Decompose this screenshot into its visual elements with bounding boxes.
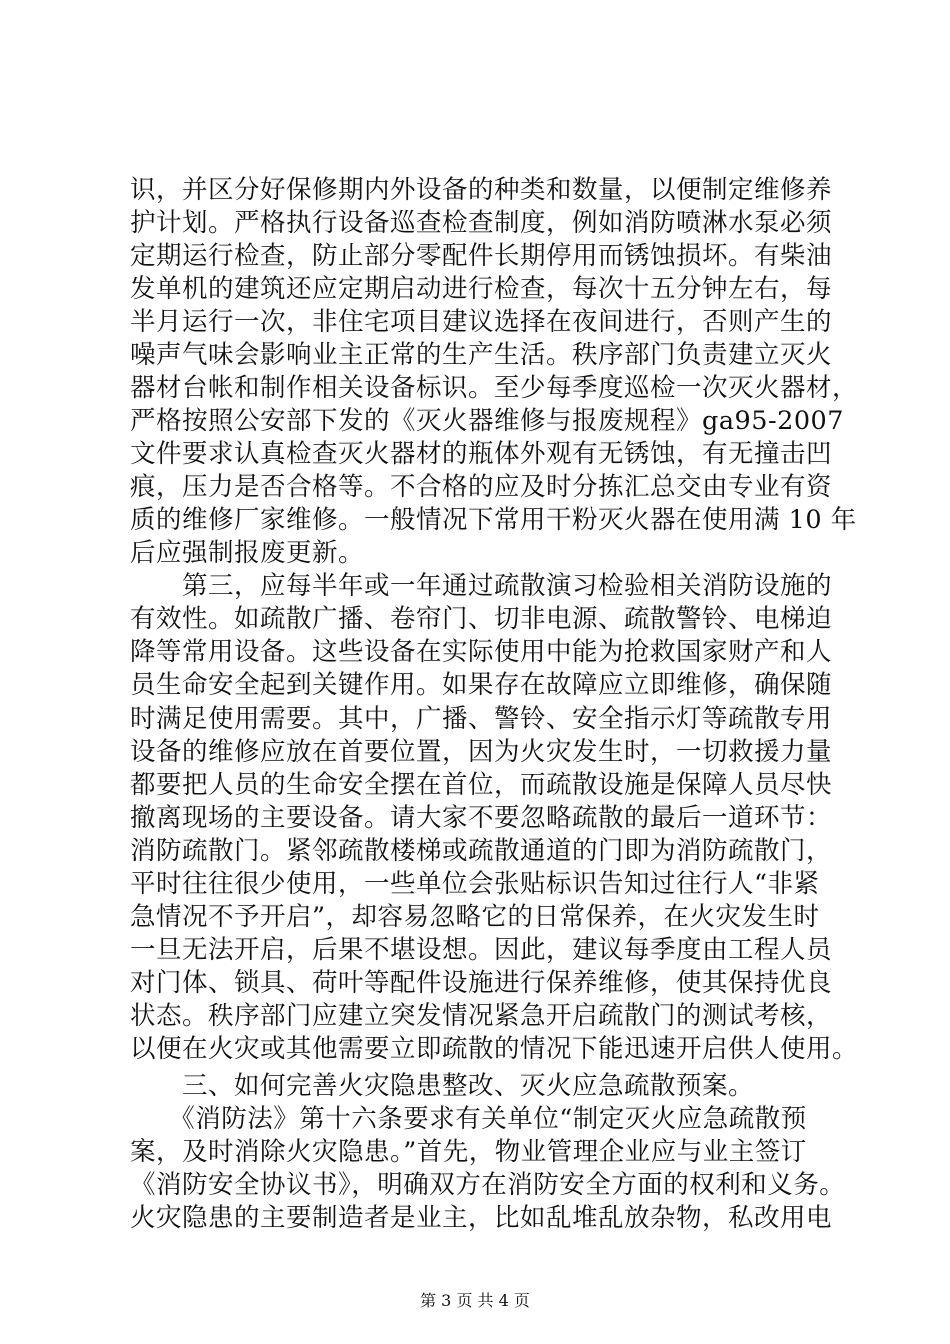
paragraph-line: 《消防法》第十六条要求有关单位“制定灭火应急疏散预 <box>130 1103 807 1134</box>
paragraph-line: 以便在火灾或其他需要立即疏散的情况下能迅速开启供人使用。 <box>130 1033 859 1064</box>
paragraph-line: 第三，应每半年或一年通过疏散演习检验相关消防设施的 <box>130 571 833 602</box>
paragraph-line: 时满足使用需要。其中，广播、警铃、安全指示灯等疏散专用 <box>130 703 833 734</box>
paragraph-line: 噪声气味会影响业主正常的生产生活。秩序部门负责建立灭火 <box>130 340 833 371</box>
paragraph-line: 后应强制报废更新。 <box>130 538 365 569</box>
paragraph-line: 设备的维修应放在首要位置，因为火灾发生时，一切救援力量 <box>130 736 833 767</box>
paragraph-line: 识，并区分好保修期内外设备的种类和数量，以便制定维修养 <box>130 175 833 205</box>
paragraph-line: 严格按照公安部下发的《灭火器维修与报废规程》ga95-2007 <box>130 406 844 437</box>
paragraph-line: 《消防安全协议书》，明确双方在消防安全方面的权利和义务。 <box>130 1169 846 1200</box>
paragraph-line: 半月运行一次，非住宅项目建议选择在夜间进行，否则产生的 <box>130 307 833 338</box>
paragraph-line: 发单机的建筑还应定期启动进行检查，每次十五分钟左右，每 <box>130 274 833 305</box>
paragraph-line: 状态。秩序部门应建立突发情况紧急开启疏散门的测试考核， <box>130 1000 833 1031</box>
paragraph-line: 案，及时消除火灾隐患。”首先，物业管理企业应与业主签订 <box>130 1136 807 1167</box>
paragraph-line: 急情况不予开启”，却容易忽略它的日常保养，在火灾发生时 <box>130 901 820 932</box>
paragraph-line: 质的维修厂家维修。一般情况下常用干粉灭火器在使用满 10 年 <box>130 505 857 536</box>
paragraph-line: 都要把人员的生命安全摆在首位，而疏散设施是保障人员尽快 <box>130 769 833 800</box>
paragraph-line: 有效性。如疏散广播、卷帘门、切非电源、疏散警铃、电梯迫 <box>130 604 833 635</box>
paragraph-line: 护计划。严格执行设备巡查检查制度，例如消防喷淋水泵必须 <box>130 208 833 239</box>
paragraph-line: 员生命安全起到关键作用。如果存在故障应立即维修，确保随 <box>130 670 833 701</box>
paragraph-line: 撤离现场的主要设备。请大家不要忽略疏散的最后一道环节： <box>130 802 833 833</box>
paragraph-line: 文件要求认真检查灭火器材的瓶体外观有无锈蚀，有无撞击凹 <box>130 439 833 470</box>
section-heading: 三、如何完善火灾隐患整改、灭火应急疏散预案。 <box>130 1070 755 1101</box>
paragraph-line: 痕，压力是否合格等。不合格的应及时分拣汇总交由专业有资 <box>130 472 833 503</box>
paragraph-line: 对门体、锁具、荷叶等配件设施进行保养维修，使其保持优良 <box>130 967 833 998</box>
paragraph-line: 火灾隐患的主要制造者是业主，比如乱堆乱放杂物，私改用电 <box>130 1202 833 1233</box>
paragraph-line: 定期运行检查，防止部分零配件长期停用而锈蚀损坏。有柴油 <box>130 241 833 272</box>
paragraph-line: 器材台帐和制作相关设备标识。至少每季度巡检一次灭火器材， <box>130 373 859 404</box>
paragraph-line: 降等常用设备。这些设备在实际使用中能为抢救国家财产和人 <box>130 637 833 668</box>
paragraph-line: 一旦无法开启，后果不堪设想。因此，建议每季度由工程人员 <box>130 934 833 965</box>
paragraph-line: 平时往往很少使用，一些单位会张贴标识告知过往行人“非紧 <box>130 868 820 899</box>
page-footer: 第 3 页 共 4 页 <box>420 1291 530 1310</box>
paragraph-line: 消防疏散门。紧邻疏散楼梯或疏散通道的门即为消防疏散门， <box>130 835 833 866</box>
